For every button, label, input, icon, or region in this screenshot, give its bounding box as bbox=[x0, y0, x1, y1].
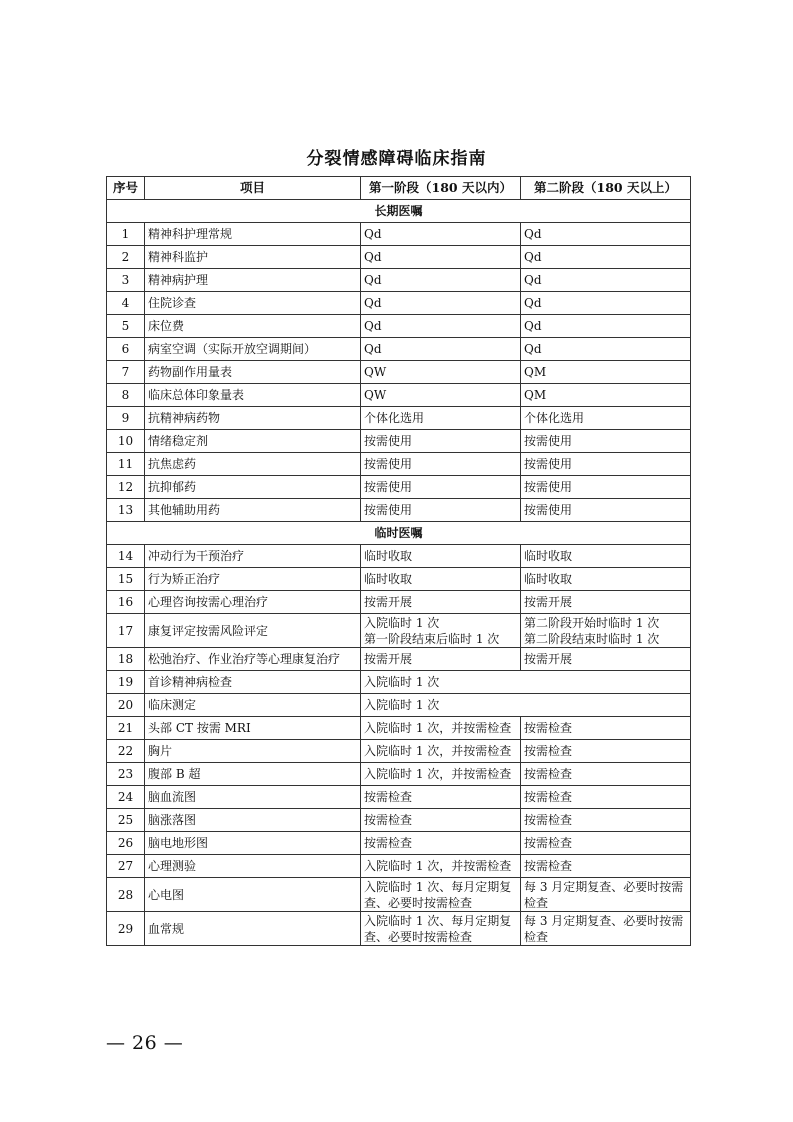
row-stage1: 按需使用 bbox=[361, 476, 521, 499]
row-stage2: 按需检查 bbox=[521, 763, 691, 786]
row-item: 头部 CT 按需 MRI bbox=[145, 717, 361, 740]
row-stage1: 入院临时 1 次，并按需检查 bbox=[361, 763, 521, 786]
row-stage1: Qd bbox=[361, 315, 521, 338]
row-stage-merged: 入院临时 1 次 bbox=[361, 671, 691, 694]
table-row bbox=[107, 407, 691, 430]
row-stage2: Qd bbox=[521, 246, 691, 269]
row-item: 脑血流图 bbox=[145, 786, 361, 809]
table-row bbox=[107, 878, 691, 912]
table-row bbox=[107, 763, 691, 786]
table-row bbox=[107, 717, 691, 740]
table-row bbox=[107, 545, 691, 568]
row-number: 13 bbox=[107, 499, 145, 522]
row-item: 精神科护理常规 bbox=[145, 223, 361, 246]
table-row bbox=[107, 694, 691, 717]
row-stage2: Qd bbox=[521, 269, 691, 292]
row-item: 住院诊查 bbox=[145, 292, 361, 315]
row-item: 抗抑郁药 bbox=[145, 476, 361, 499]
table-row bbox=[107, 292, 691, 315]
row-stage2: 按需检查 bbox=[521, 786, 691, 809]
row-number: 11 bbox=[107, 453, 145, 476]
row-stage1: QW bbox=[361, 361, 521, 384]
row-stage2: 临时收取 bbox=[521, 545, 691, 568]
row-number: 10 bbox=[107, 430, 145, 453]
table-row bbox=[107, 648, 691, 671]
row-stage2: QM bbox=[521, 361, 691, 384]
row-item: 心理咨询按需心理治疗 bbox=[145, 591, 361, 614]
row-number: 23 bbox=[107, 763, 145, 786]
table-row bbox=[107, 338, 691, 361]
row-stage2: Qd bbox=[521, 223, 691, 246]
row-stage1: 个体化选用 bbox=[361, 407, 521, 430]
table-row bbox=[107, 740, 691, 763]
row-number: 22 bbox=[107, 740, 145, 763]
row-stage1: 入院临时 1 次、每月定期复查、必要时按需检查 bbox=[361, 878, 521, 912]
section-title: 临时医嘱 bbox=[107, 522, 691, 545]
row-stage2: 临时收取 bbox=[521, 568, 691, 591]
row-number: 6 bbox=[107, 338, 145, 361]
row-item: 血常规 bbox=[145, 912, 361, 946]
row-number: 20 bbox=[107, 694, 145, 717]
table-row bbox=[107, 832, 691, 855]
row-item: 脑电地形图 bbox=[145, 832, 361, 855]
table-row bbox=[107, 614, 691, 648]
row-item: 精神病护理 bbox=[145, 269, 361, 292]
row-stage1: Qd bbox=[361, 338, 521, 361]
row-stage2: 按需检查 bbox=[521, 717, 691, 740]
row-stage1: 按需使用 bbox=[361, 430, 521, 453]
row-stage1: 按需开展 bbox=[361, 591, 521, 614]
row-stage1: 入院临时 1 次，并按需检查 bbox=[361, 740, 521, 763]
table-row bbox=[107, 499, 691, 522]
row-stage2: 按需检查 bbox=[521, 832, 691, 855]
row-stage2: 按需使用 bbox=[521, 476, 691, 499]
table-row bbox=[107, 384, 691, 407]
row-stage2 bbox=[521, 614, 691, 648]
table-row bbox=[107, 912, 691, 946]
row-number: 5 bbox=[107, 315, 145, 338]
row-stage1: 临时收取 bbox=[361, 545, 521, 568]
row-stage2: 按需使用 bbox=[521, 499, 691, 522]
row-item: 行为矫正治疗 bbox=[145, 568, 361, 591]
table-row bbox=[107, 568, 691, 591]
row-stage-merged: 入院临时 1 次 bbox=[361, 694, 691, 717]
row-number: 9 bbox=[107, 407, 145, 430]
row-stage2: QM bbox=[521, 384, 691, 407]
row-stage1: 按需检查 bbox=[361, 786, 521, 809]
row-number: 21 bbox=[107, 717, 145, 740]
row-stage1: Qd bbox=[361, 223, 521, 246]
row-stage2: Qd bbox=[521, 315, 691, 338]
row-stage2: 按需检查 bbox=[521, 740, 691, 763]
row-stage1: Qd bbox=[361, 269, 521, 292]
row-number: 28 bbox=[107, 878, 145, 912]
row-number: 12 bbox=[107, 476, 145, 499]
row-item: 首诊精神病检查 bbox=[145, 671, 361, 694]
row-item: 腹部 B 超 bbox=[145, 763, 361, 786]
row-number: 17 bbox=[107, 614, 145, 648]
row-item: 胸片 bbox=[145, 740, 361, 763]
row-item: 脑涨落图 bbox=[145, 809, 361, 832]
row-number: 16 bbox=[107, 591, 145, 614]
row-number: 8 bbox=[107, 384, 145, 407]
page-number: — 26 — bbox=[106, 1032, 184, 1054]
row-stage1: 入院临时 1 次，并按需检查 bbox=[361, 855, 521, 878]
row-item: 临床测定 bbox=[145, 694, 361, 717]
row-number: 2 bbox=[107, 246, 145, 269]
row-item: 抗焦虑药 bbox=[145, 453, 361, 476]
row-stage1: 按需开展 bbox=[361, 648, 521, 671]
row-number: 15 bbox=[107, 568, 145, 591]
row-number: 14 bbox=[107, 545, 145, 568]
row-stage1: Qd bbox=[361, 292, 521, 315]
row-stage2: 每 3 月定期复查、必要时按需检查 bbox=[521, 878, 691, 912]
row-number: 18 bbox=[107, 648, 145, 671]
clinical-guide-table bbox=[106, 176, 691, 946]
row-item: 临床总体印象量表 bbox=[145, 384, 361, 407]
row-stage2: 按需检查 bbox=[521, 855, 691, 878]
row-number: 26 bbox=[107, 832, 145, 855]
row-stage2: Qd bbox=[521, 338, 691, 361]
row-stage1: 按需使用 bbox=[361, 453, 521, 476]
row-item: 康复评定按需风险评定 bbox=[145, 614, 361, 648]
table-row bbox=[107, 476, 691, 499]
cell-line: 入院临时 1 次 bbox=[364, 615, 440, 630]
row-item: 情绪稳定剂 bbox=[145, 430, 361, 453]
row-item: 药物副作用量表 bbox=[145, 361, 361, 384]
table-row bbox=[107, 223, 691, 246]
row-item: 松弛治疗、作业治疗等心理康复治疗 bbox=[145, 648, 361, 671]
row-stage2: 每 3 月定期复查、必要时按需检查 bbox=[521, 912, 691, 946]
row-item: 心电图 bbox=[145, 878, 361, 912]
row-stage1: 临时收取 bbox=[361, 568, 521, 591]
document-title: 分裂情感障碍临床指南 bbox=[306, 149, 487, 169]
row-item: 精神科监护 bbox=[145, 246, 361, 269]
cell-line: 第一阶段结束后临时 1 次 bbox=[364, 631, 500, 646]
header-stage1: 第一阶段（180 天以内） bbox=[361, 177, 521, 200]
row-stage2: 按需使用 bbox=[521, 453, 691, 476]
row-item: 病室空调（实际开放空调期间） bbox=[145, 338, 361, 361]
row-stage2: 个体化选用 bbox=[521, 407, 691, 430]
row-item: 冲动行为干预治疗 bbox=[145, 545, 361, 568]
table-row bbox=[107, 315, 691, 338]
row-stage1: 入院临时 1 次，并按需检查 bbox=[361, 717, 521, 740]
section-title: 长期医嘱 bbox=[107, 200, 691, 223]
section-header-row bbox=[107, 522, 691, 545]
row-stage1: 入院临时 1 次、每月定期复查、必要时按需检查 bbox=[361, 912, 521, 946]
row-number: 24 bbox=[107, 786, 145, 809]
row-number: 3 bbox=[107, 269, 145, 292]
cell-line: 第二阶段结束时临时 1 次 bbox=[524, 631, 660, 646]
row-stage2: 按需检查 bbox=[521, 809, 691, 832]
table-row bbox=[107, 269, 691, 292]
row-item: 抗精神病药物 bbox=[145, 407, 361, 430]
table-row bbox=[107, 361, 691, 384]
row-stage1: Qd bbox=[361, 246, 521, 269]
table-row bbox=[107, 453, 691, 476]
table-body bbox=[107, 200, 691, 946]
cell-line: 第二阶段开始时临时 1 次 bbox=[524, 615, 660, 630]
header-no: 序号 bbox=[107, 177, 145, 200]
row-stage1: 按需使用 bbox=[361, 499, 521, 522]
header-stage2: 第二阶段（180 天以上） bbox=[521, 177, 691, 200]
row-stage1 bbox=[361, 614, 521, 648]
section-header-row bbox=[107, 200, 691, 223]
row-stage2: 按需开展 bbox=[521, 648, 691, 671]
header-item: 项目 bbox=[145, 177, 361, 200]
row-stage1: QW bbox=[361, 384, 521, 407]
table-row bbox=[107, 591, 691, 614]
row-number: 7 bbox=[107, 361, 145, 384]
header-row bbox=[107, 177, 691, 200]
row-number: 27 bbox=[107, 855, 145, 878]
row-stage1: 按需检查 bbox=[361, 809, 521, 832]
table-row bbox=[107, 809, 691, 832]
table-row bbox=[107, 246, 691, 269]
row-number: 19 bbox=[107, 671, 145, 694]
row-stage1: 按需检查 bbox=[361, 832, 521, 855]
row-item: 床位费 bbox=[145, 315, 361, 338]
row-number: 25 bbox=[107, 809, 145, 832]
row-stage2: 按需使用 bbox=[521, 430, 691, 453]
row-number: 4 bbox=[107, 292, 145, 315]
row-stage2: 按需开展 bbox=[521, 591, 691, 614]
row-number: 29 bbox=[107, 912, 145, 946]
row-item: 心理测验 bbox=[145, 855, 361, 878]
table-row bbox=[107, 855, 691, 878]
table-row bbox=[107, 671, 691, 694]
row-stage2: Qd bbox=[521, 292, 691, 315]
row-number: 1 bbox=[107, 223, 145, 246]
row-item: 其他辅助用药 bbox=[145, 499, 361, 522]
table-row bbox=[107, 430, 691, 453]
table-row bbox=[107, 786, 691, 809]
